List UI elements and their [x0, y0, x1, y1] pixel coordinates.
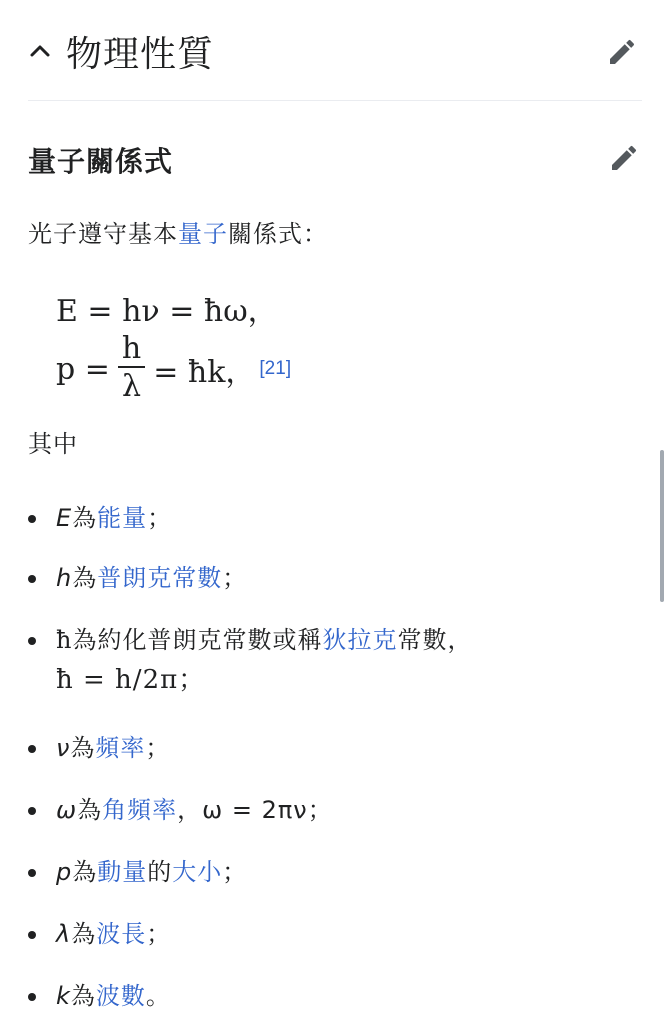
- chevron-up-icon[interactable]: [28, 39, 52, 63]
- fraction: $\frac{h}{\lambda}$: [118, 332, 145, 406]
- list-item: E為能量；: [28, 502, 172, 534]
- link-quantum[interactable]: 量子: [178, 220, 228, 248]
- list-item: λ為波長；: [28, 918, 171, 950]
- where-label: 其中: [28, 430, 78, 458]
- link-dirac[interactable]: 狄拉克: [322, 626, 398, 654]
- list-item: k為波數。: [28, 980, 171, 1012]
- bullet-icon: [28, 745, 36, 753]
- bullet-icon: [28, 993, 36, 1001]
- link-frequency[interactable]: 頻率: [95, 734, 146, 762]
- link-wavenumber[interactable]: 波數: [95, 982, 146, 1010]
- section-title: 物理性質: [66, 33, 215, 75]
- bullet-icon: [28, 807, 36, 815]
- formula-momentum: p = $\frac{h}{\lambda}$ = ħk， [21]: [56, 331, 292, 404]
- link-momentum[interactable]: 動量: [97, 858, 148, 886]
- link-planck-constant[interactable]: 普朗克常數: [97, 564, 223, 592]
- link-angular-frequency[interactable]: 角頻率: [102, 796, 178, 824]
- bullet-icon: [28, 515, 36, 523]
- list-item: p為動量的大小；: [28, 856, 247, 888]
- link-energy[interactable]: 能量: [97, 504, 148, 532]
- link-magnitude[interactable]: 大小: [172, 858, 223, 886]
- bullet-icon: [28, 931, 36, 939]
- intro-paragraph: 光子遵守基本量子關係式：: [28, 220, 328, 248]
- formula-energy: E = hν = ħω，: [56, 294, 278, 329]
- section-divider: [28, 100, 642, 101]
- citation-link[interactable]: [21]: [259, 358, 292, 379]
- bullet-icon: [28, 637, 36, 645]
- subsection-heading: 量子關係式: [28, 145, 174, 178]
- list-item: ν為頻率；: [28, 732, 170, 764]
- section-header[interactable]: [28, 18, 642, 84]
- bullet-icon: [28, 869, 36, 877]
- scrollbar[interactable]: [660, 450, 664, 602]
- pencil-icon[interactable]: [606, 36, 638, 68]
- list-item: h為普朗克常數；: [28, 562, 247, 594]
- link-wavelength[interactable]: 波長: [96, 920, 147, 948]
- pencil-icon[interactable]: [608, 142, 640, 174]
- list-item: ħ為約化普朗克常數或稱狄拉克常數， ħ = h/2π；: [28, 624, 472, 696]
- bullet-icon: [28, 575, 36, 583]
- list-item: ω為角頻率，ω = 2πν；: [28, 794, 333, 826]
